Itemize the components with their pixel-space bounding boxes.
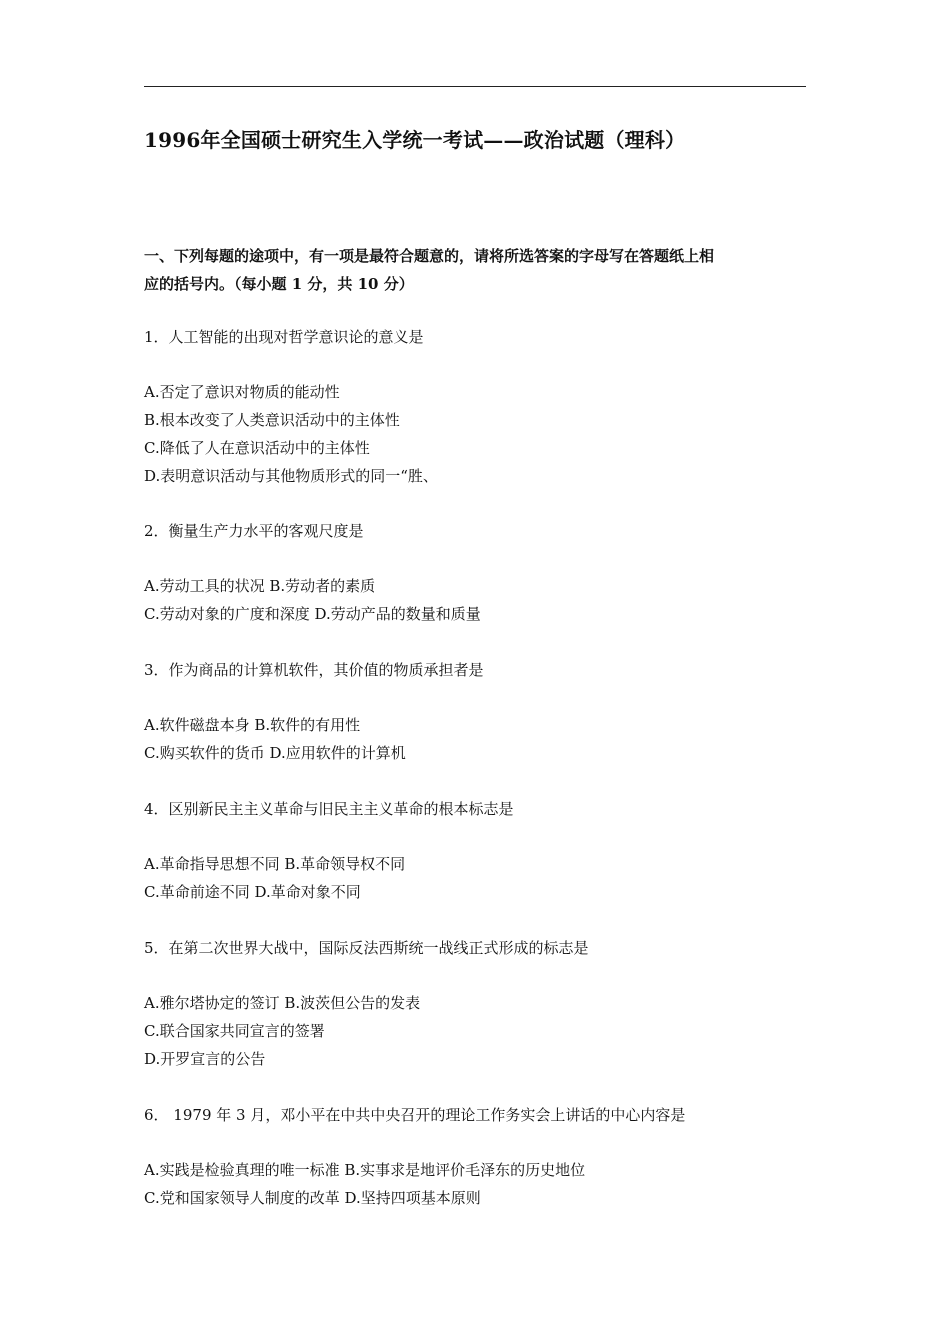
question-stem: 2．衡量生产力水平的客观尺度是 bbox=[144, 522, 364, 540]
option-line-3: D.开罗宣言的公告 bbox=[144, 1050, 266, 1068]
section-heading-line-2: 应的括号内。（每小题 1 分，共 10 分） bbox=[144, 275, 414, 293]
header-rule bbox=[144, 86, 806, 87]
question-stem: 4．区别新民主主义革命与旧民主主义革命的根本标志是 bbox=[144, 800, 514, 818]
question-5 bbox=[144, 934, 589, 1073]
question-3 bbox=[144, 656, 484, 767]
question-6 bbox=[144, 1101, 685, 1212]
option-line-2: C.联合国家共同宣言的签署 bbox=[144, 1022, 325, 1040]
option-list bbox=[144, 711, 484, 767]
option-line-1: A.劳动工具的状况 B.劳动者的素质 bbox=[144, 577, 376, 595]
option-list bbox=[144, 378, 438, 490]
question-stem: 3．作为商品的计算机软件，其价值的物质承担者是 bbox=[144, 661, 484, 679]
question-1 bbox=[144, 323, 438, 490]
option-list bbox=[144, 1156, 685, 1212]
option-c: C.降低了人在意识活动中的主体性 bbox=[144, 439, 370, 457]
option-line-1: A.雅尔塔协定的签订 B.波茨但公告的发表 bbox=[144, 994, 421, 1012]
option-b: B.根本改变了人类意识活动中的主体性 bbox=[144, 411, 400, 429]
option-list bbox=[144, 850, 514, 906]
option-line-2: C.劳动对象的广度和深度 D.劳动产品的数量和质量 bbox=[144, 605, 481, 623]
section-heading bbox=[144, 242, 812, 298]
question-stem: 5．在第二次世界大战中，国际反法西斯统一战线正式形成的标志是 bbox=[144, 939, 589, 957]
option-line-1: A.实践是检验真理的唯一标准 B.实事求是地评价毛泽东的历史地位 bbox=[144, 1161, 586, 1179]
option-line-2: C.党和国家领导人制度的改革 D.坚持四项基本原则 bbox=[144, 1189, 481, 1207]
section-heading-line-1: 一、下列每题的途项中，有一项是最符合题意的，请将所选答案的字母写在答题纸上相 bbox=[144, 247, 715, 265]
option-line-2: C.革命前途不同 D.革命对象不同 bbox=[144, 883, 361, 901]
question-2 bbox=[144, 517, 481, 628]
option-line-2: C.购买软件的货币 D.应用软件的计算机 bbox=[144, 744, 406, 762]
question-stem: 1．人工智能的出现对哲学意识论的意义是 bbox=[144, 328, 424, 346]
option-line-1: A.革命指导思想不同 B.革命领导权不同 bbox=[144, 855, 406, 873]
page-title: 1996年全国硕士研究生入学统一考试——政治试题（理科） bbox=[144, 128, 686, 152]
option-d: D.表明意识活动与其他物质形式的同一“胜、 bbox=[144, 467, 438, 485]
option-line-1: A.软件磁盘本身 B.软件的有用性 bbox=[144, 716, 361, 734]
question-stem: 6． 1979 年 3 月，邓小平在中共中央召开的理论工作务实会上讲话的中心内容是 bbox=[144, 1106, 686, 1124]
option-list bbox=[144, 989, 589, 1073]
question-4 bbox=[144, 795, 514, 906]
option-list bbox=[144, 572, 481, 628]
option-a: A.否定了意识对物质的能动性 bbox=[144, 383, 340, 401]
